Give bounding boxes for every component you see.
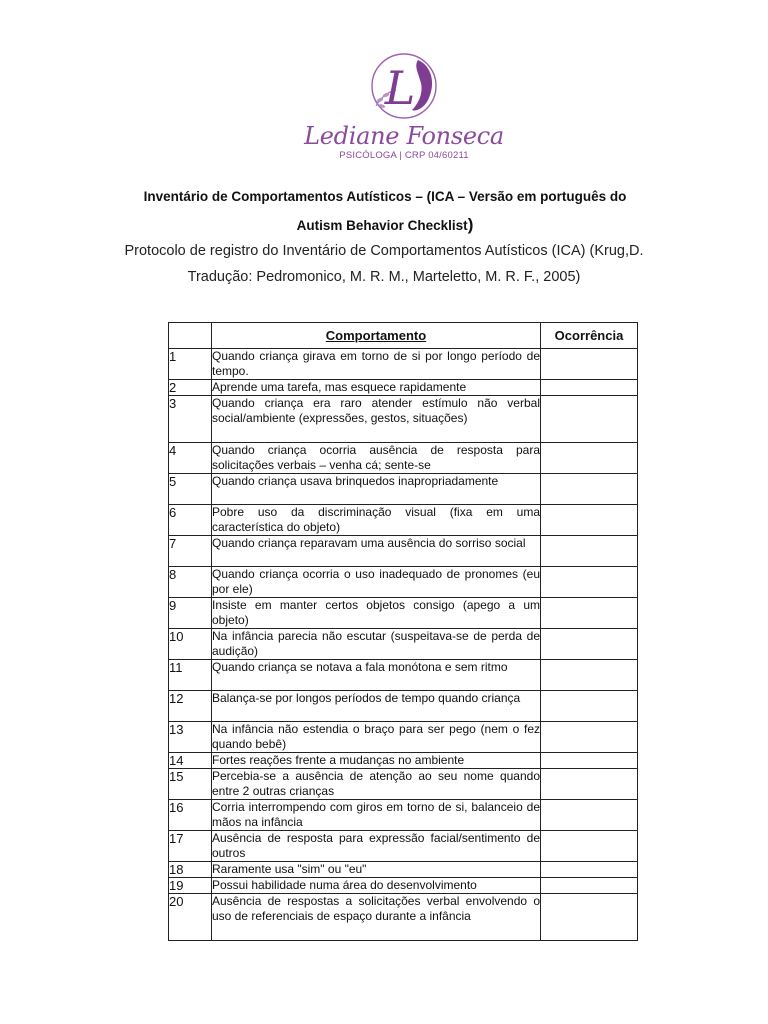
behavior-description: Quando criança reparavam uma ausência do sorriso social xyxy=(212,536,541,567)
behavior-description: Quando criança era raro atender estímulo não verbal social/ambiente (expressões, gestos, situações) xyxy=(212,396,541,443)
occurrence-cell[interactable] xyxy=(541,505,638,536)
row-number: 13 xyxy=(169,722,212,753)
occurrence-cell[interactable] xyxy=(541,380,638,396)
table-row xyxy=(169,474,638,505)
behavior-description: Fortes reações frente a mudanças no ambiente xyxy=(212,753,541,769)
occurrence-cell[interactable] xyxy=(541,443,638,474)
header-behavior xyxy=(212,323,541,349)
row-number: 6 xyxy=(169,505,212,536)
row-number: 19 xyxy=(169,878,212,894)
occurrence-cell[interactable] xyxy=(541,598,638,629)
occurrence-cell[interactable] xyxy=(541,567,638,598)
behavior-description: Insiste em manter certos objetos consigo (apego a um objeto) xyxy=(212,598,540,627)
header-occurrence: Ocorrência xyxy=(541,323,638,349)
table-row xyxy=(169,753,638,769)
occurrence-cell[interactable] xyxy=(541,800,638,831)
row-number: 14 xyxy=(169,753,212,769)
behavior-description: Na infância parecia não escutar (suspeitava-se de perda de audição) xyxy=(212,629,540,658)
row-number: 17 xyxy=(169,831,212,862)
behavior-description: Ausência de respostas a solicitações verbal envolvendo o uso de referenciais de espaço durante a infância xyxy=(212,894,541,941)
table-row xyxy=(169,769,638,800)
monogram-icon xyxy=(296,44,512,124)
row-number: 2 xyxy=(169,380,212,396)
document-title-line2 xyxy=(90,215,680,235)
title-paren: ) xyxy=(467,215,474,234)
svg-text:L: L xyxy=(384,61,416,115)
logo-subtitle: PSICÓLOGA | CRP 04/60211 xyxy=(339,150,469,161)
behavior-description: Na infância não estendia o braço para ser pego (nem o fez quando bebê) xyxy=(212,722,540,751)
subtitle-line1: Protocolo de registro do Inventário de Comportamentos Autísticos (ICA) (Krug,D. xyxy=(124,243,644,259)
table-row xyxy=(169,349,638,380)
row-number: 8 xyxy=(169,567,212,598)
behavior-description: Corria interrompendo com giros em torno de si, balanceio de mãos na infância xyxy=(212,800,540,829)
header-number xyxy=(169,323,212,349)
behavior-description: Balança-se por longos períodos de tempo quando criança xyxy=(212,691,541,722)
row-number: 4 xyxy=(169,443,212,474)
row-number: 16 xyxy=(169,800,212,831)
row-number: 12 xyxy=(169,691,212,722)
behavior-description: Aprende uma tarefa, mas esquece rapidamente xyxy=(212,380,541,396)
behavior-description: Ausência de resposta para expressão facial/sentimento de outros xyxy=(212,831,540,860)
behavior-description: Percebia-se a ausência de atenção ao seu nome quando entre 2 outras crianças xyxy=(212,769,540,798)
occurrence-cell[interactable] xyxy=(541,629,638,660)
table-row xyxy=(169,443,638,474)
table-row xyxy=(169,567,638,598)
table-row xyxy=(169,831,638,862)
title-line2-text: Autism Behavior Checklist xyxy=(296,218,468,233)
row-number: 3 xyxy=(169,396,212,443)
behavior-description: Raramente usa "sim" ou "eu" xyxy=(212,862,541,878)
table-row xyxy=(169,894,638,941)
behavior-description: Quando criança ocorria ausência de resposta para solicitações verbais – venha cá; sente-se xyxy=(212,443,540,472)
row-number: 11 xyxy=(169,660,212,691)
occurrence-cell[interactable] xyxy=(541,660,638,691)
table-row xyxy=(169,536,638,567)
table-row xyxy=(169,380,638,396)
row-number: 18 xyxy=(169,862,212,878)
occurrence-cell[interactable] xyxy=(541,536,638,567)
subtitle-line2: Tradução: Pedromonico, M. R. M., Marteletto, M. R. F., 2005) xyxy=(187,269,581,285)
table-row xyxy=(169,629,638,660)
occurrence-cell[interactable] xyxy=(541,878,638,894)
behavior-description: Quando criança ocorria o uso inadequado de pronomes (eu por ele) xyxy=(212,567,540,596)
document-title-line1: Inventário de Comportamentos Autísticos – (ICA – Versão em português do xyxy=(143,189,627,204)
table-row xyxy=(169,396,638,443)
table-row xyxy=(169,878,638,894)
logo-name: Lediane Fonseca xyxy=(304,122,504,150)
occurrence-cell[interactable] xyxy=(541,396,638,443)
occurrence-cell[interactable] xyxy=(541,894,638,941)
row-number: 9 xyxy=(169,598,212,629)
table-row xyxy=(169,722,638,753)
row-number: 7 xyxy=(169,536,212,567)
row-number: 5 xyxy=(169,474,212,505)
table-row xyxy=(169,660,638,691)
row-number: 10 xyxy=(169,629,212,660)
table-row xyxy=(169,598,638,629)
occurrence-cell[interactable] xyxy=(541,474,638,505)
behavior-description: Quando criança se notava a fala monótona e sem ritmo xyxy=(212,660,541,691)
behavior-checklist-table xyxy=(168,322,638,941)
occurrence-cell[interactable] xyxy=(541,753,638,769)
table-row xyxy=(169,691,638,722)
table-header-row xyxy=(169,323,638,349)
occurrence-cell[interactable] xyxy=(541,769,638,800)
row-number: 1 xyxy=(169,349,212,380)
row-number: 20 xyxy=(169,894,212,941)
behavior-description: Pobre uso da discriminação visual (fixa em uma característica do objeto) xyxy=(212,505,540,534)
occurrence-cell[interactable] xyxy=(541,722,638,753)
behavior-description: Quando criança girava em torno de si por longo período de tempo. xyxy=(212,349,540,378)
occurrence-cell[interactable] xyxy=(541,862,638,878)
header-behavior-label: Comportamento xyxy=(325,328,427,343)
occurrence-cell[interactable] xyxy=(541,691,638,722)
table-row xyxy=(169,800,638,831)
row-number: 15 xyxy=(169,769,212,800)
behavior-description: Possui habilidade numa área do desenvolvimento xyxy=(212,878,541,894)
occurrence-cell[interactable] xyxy=(541,349,638,380)
occurrence-cell[interactable] xyxy=(541,831,638,862)
table-row xyxy=(169,505,638,536)
behavior-description: Quando criança usava brinquedos inapropriadamente xyxy=(212,474,541,505)
logo xyxy=(296,44,512,172)
table-row xyxy=(169,862,638,878)
